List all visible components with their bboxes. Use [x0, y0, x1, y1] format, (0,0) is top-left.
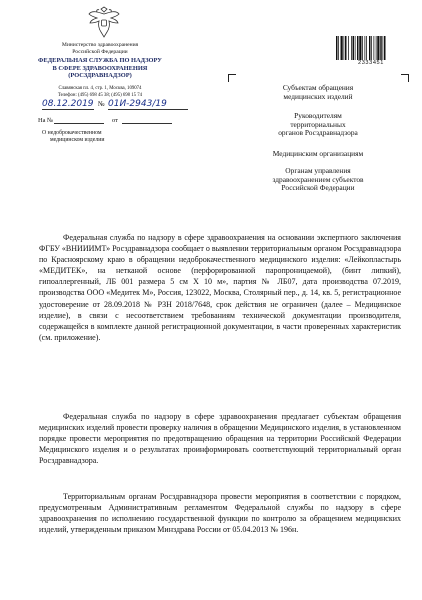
- number-label: №: [98, 100, 105, 108]
- barcode-bar: [338, 36, 339, 60]
- reference-date-blank: [122, 123, 172, 124]
- reference-number-row: [38, 117, 198, 127]
- reference-date-label: от: [112, 117, 118, 124]
- barcode-bar: [371, 36, 372, 60]
- barcode-bar: [341, 36, 343, 60]
- body-paragraph-2: Федеральная служба по надзору в сфере здравоохранения предлагает субъектам обращения медицинских изделий провести проверку наличия в обращении Медицинского изделия, в установленном порядке провести мероприятия по предотвращению обращения на территории Российской Федерации Медицинского изделия и о результатах проинформировать соответствующий территориальный орган Росздравнадзора.: [39, 412, 401, 466]
- ministry-name-line2: Российской Федерации: [72, 49, 128, 55]
- barcode-bar: [376, 36, 377, 60]
- barcode-bar: [362, 36, 363, 60]
- barcode-bar: [345, 36, 347, 60]
- barcode-bar: [336, 36, 338, 60]
- barcode: [336, 36, 406, 60]
- service-address: Славянская пл. 4, стр. 1, Москва, 109074: [58, 86, 142, 91]
- barcode-bar: [357, 36, 359, 60]
- recipient-2: Руководителям территориальных органов Росздравнадзора: [278, 111, 358, 138]
- barcode-bar: [374, 36, 375, 60]
- subject-line2: медицинском изделии: [50, 137, 105, 143]
- barcode-bar: [348, 36, 349, 60]
- barcode-bar: [369, 36, 371, 60]
- barcode-bar: [359, 36, 361, 60]
- letter-subject: [42, 130, 104, 144]
- barcode-bar: [377, 36, 379, 60]
- coat-of-arms-icon: [86, 6, 122, 40]
- barcode-bar: [353, 36, 355, 60]
- handwritten-date: 08.12.2019: [42, 99, 94, 109]
- reference-number-label: На №: [38, 117, 54, 124]
- recipient-1: Субъектам обращения медицинских изделий: [282, 83, 354, 101]
- barcode-number: 2333451: [358, 60, 384, 66]
- service-name-line2: В СФЕРЕ ЗДРАВООХРАНЕНИЯ: [52, 64, 148, 72]
- subject-line1: О недоброкачественном: [42, 130, 102, 136]
- body-paragraph-1: Федеральная служба по надзору в сфере здравоохранения на основании экспертного заключения ФГБУ «ВНИИИМТ» Росздравнадзора сообщает о выявлении территориальным органом Росздравнадзора по Красноярскому краю в обращении недоброкачественного медицинского изделия: «Лейкопластырь «МЕДИТЕК», на нетканой основе (перфорированной паропроницаемой), (бинт липкий), гипоаллергенный, ЛБ 001 размера 5 см Х 10 м», партия № ЛБ07, дата производства 07.2019, производства ООО «Медитек М», Россия, 123022, Москва, Столярный пер., д. 14, кв. 5, регистрационное удостоверение от 28.09.2018 № РЗН 2018/7648, срок действия не ограничен (далее – Медицинское изделие), в связи с несоответствием требованиям технической документации производителя, содержащейся в комплекте данной регистрационной документации, в части проверенных характеристик (см. приложение).: [39, 233, 401, 342]
- reference-number-blank: [54, 123, 104, 124]
- barcode-bar: [355, 36, 356, 60]
- barcode-bar: [366, 36, 367, 60]
- barcode-bar: [384, 36, 386, 60]
- address-block-corner-mark: [401, 74, 409, 82]
- body-paragraph-3: Территориальным органам Росздравнадзора провести мероприятия в соответствии с порядком, предусмотренным Административным регламентом Федеральной службы по надзору в сфере здравоохранения по исполнению государственной функции по контролю за обращением медицинских изделий, утвержденным приказом Минздрава России от 05.04.2013 № 196н.: [39, 492, 401, 535]
- recipient-4: Органам управления здравоохранением субъектов Российской Федерации: [272, 166, 364, 193]
- service-name-line3: (РОСЗДРАВНАДЗОР): [68, 72, 132, 80]
- ministry-name-line1: Министерство здравоохранения: [61, 42, 139, 48]
- barcode-bar: [365, 36, 366, 60]
- recipient-3: Медицинским организациям: [272, 149, 364, 158]
- service-name-line1: ФЕДЕРАЛЬНАЯ СЛУЖБА ПО НАДЗОРУ: [38, 57, 162, 64]
- barcode-bar: [344, 36, 345, 60]
- barcode-bar: [351, 36, 352, 60]
- handwritten-number: 01И-2943/19: [108, 99, 188, 110]
- barcode-bar: [383, 36, 384, 60]
- service-phone: Телефон: (495) 698 45 38; (495) 698 15 74: [57, 92, 143, 98]
- address-block-corner-mark: [228, 74, 236, 82]
- barcode-bar: [380, 36, 382, 60]
- outgoing-number-row: [38, 99, 198, 113]
